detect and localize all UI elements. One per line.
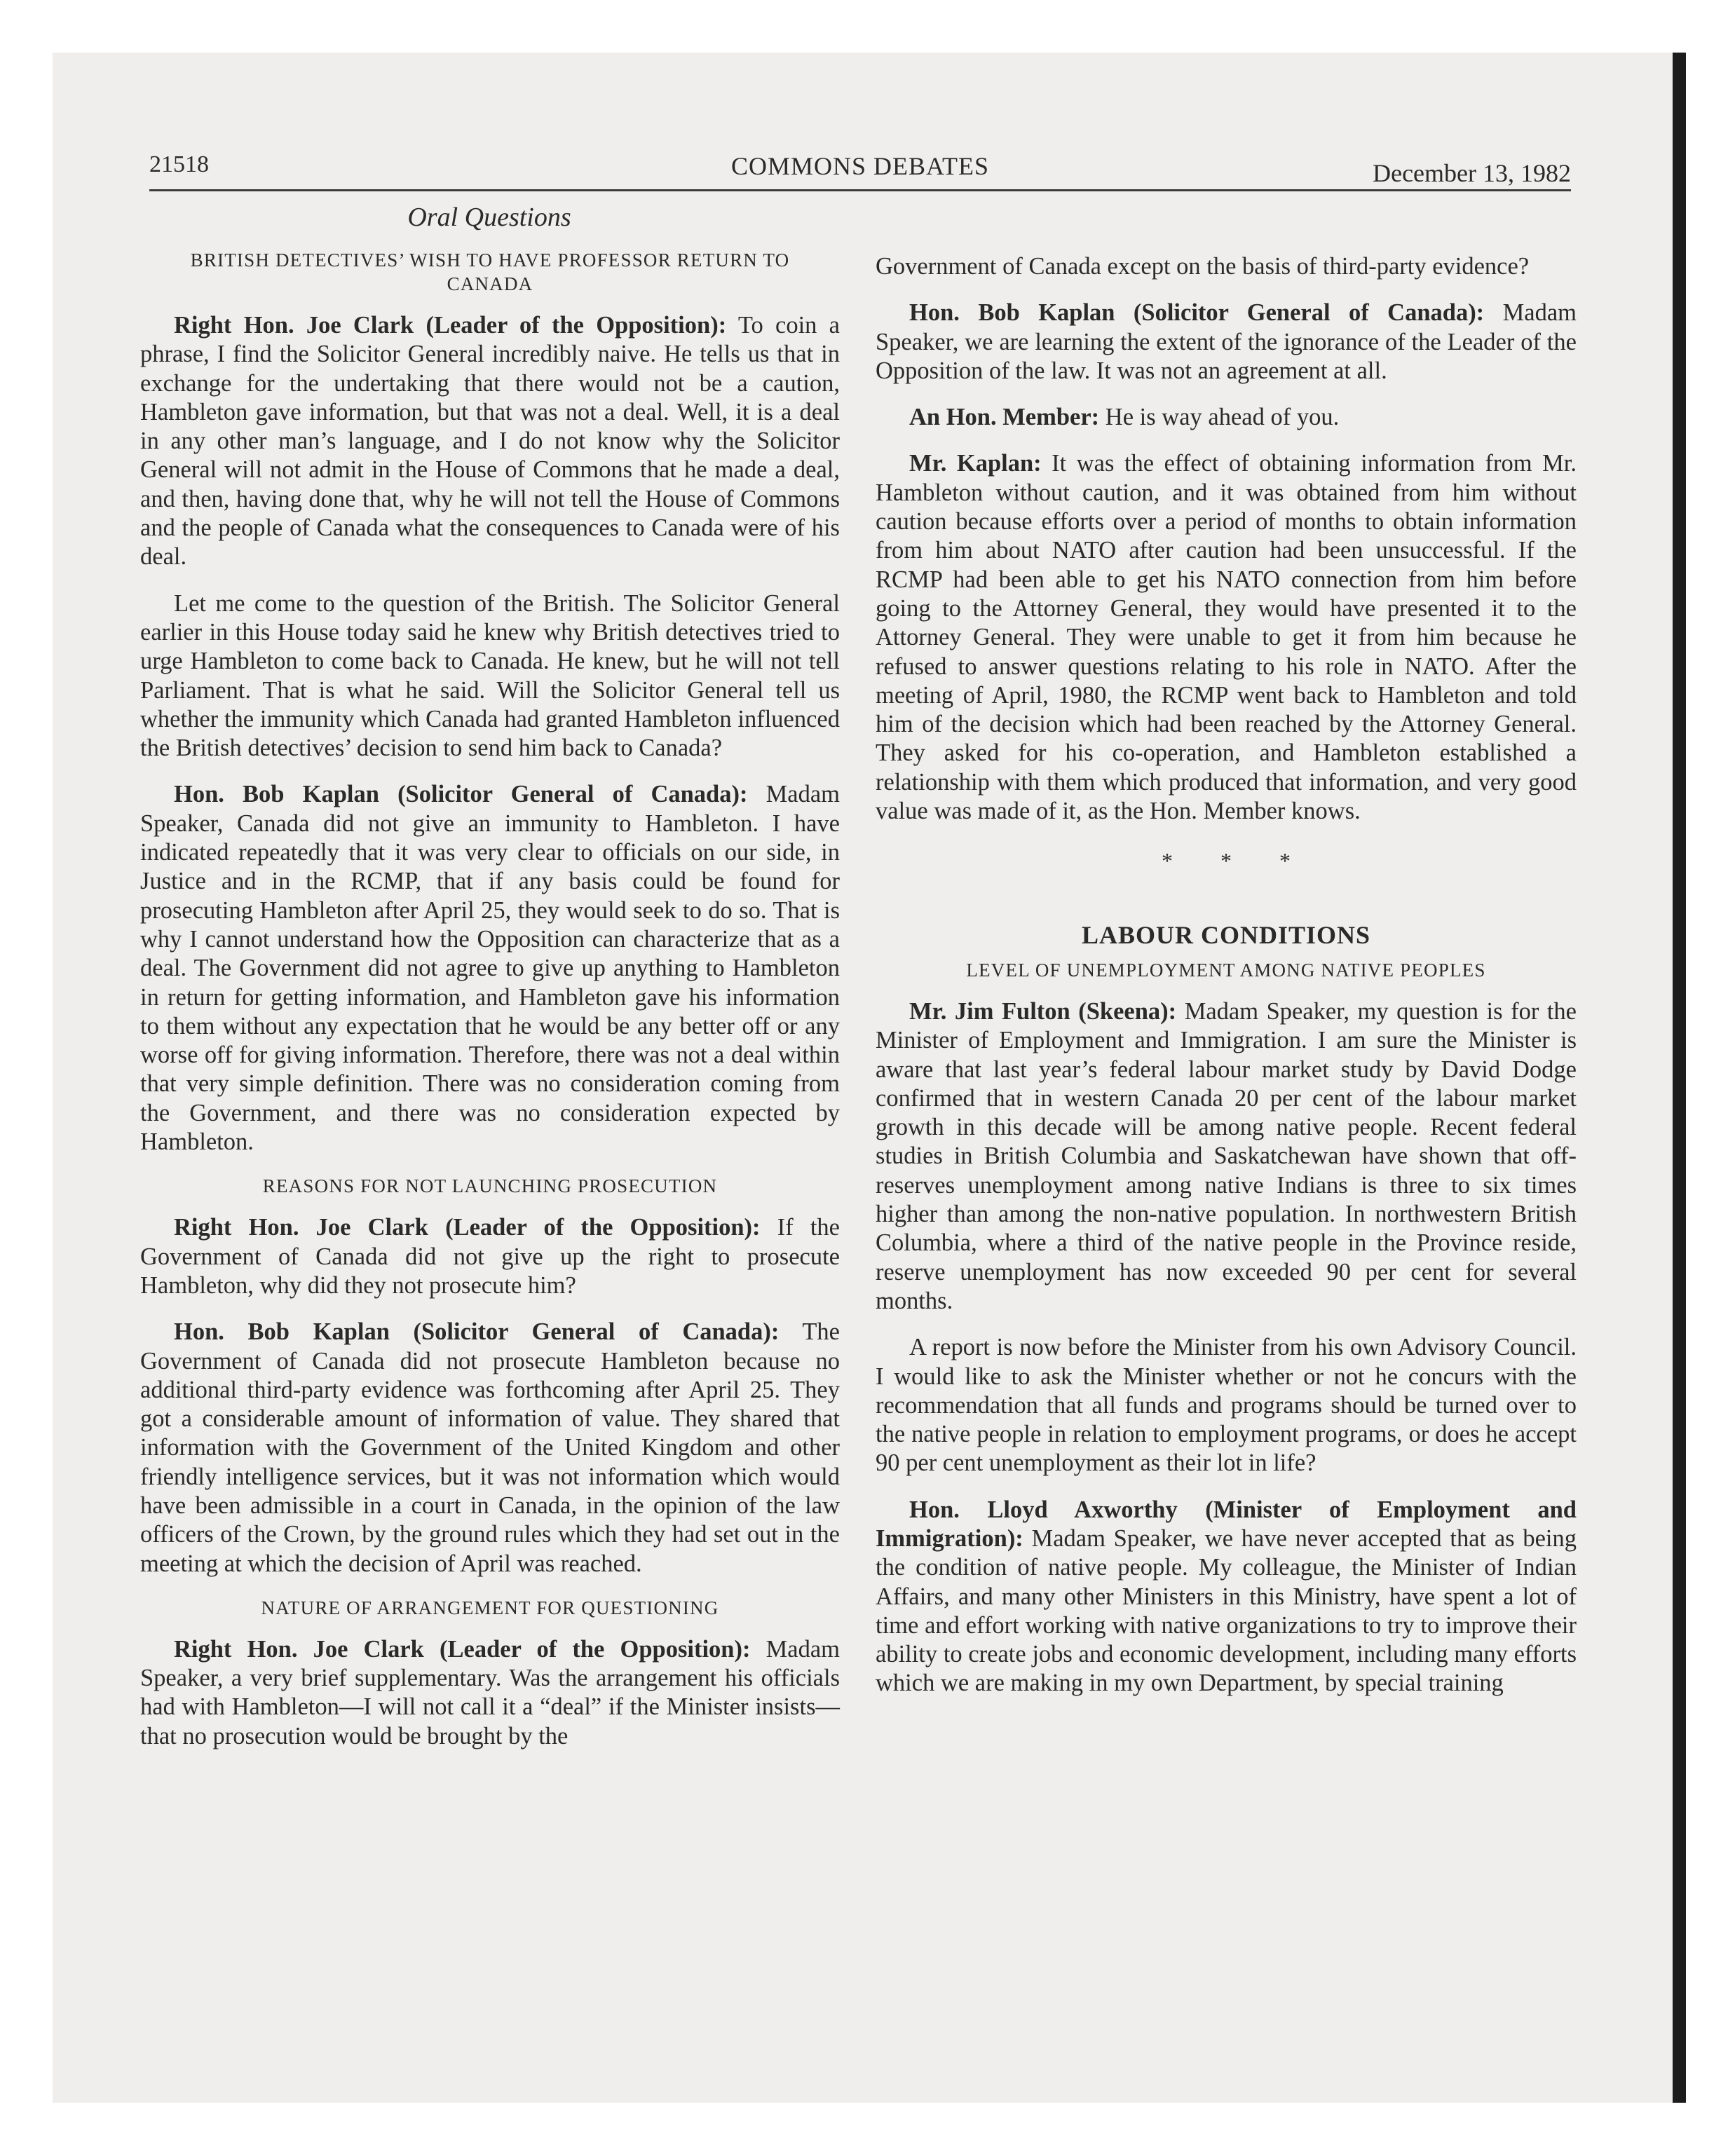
publication-title: COMMONS DEBATES [730,152,990,180]
speech-paragraph [876,1496,1577,1698]
speech-paragraph [876,997,1577,1316]
speech-paragraph [140,1635,840,1751]
speech-paragraph [876,252,1577,281]
section-title: LABOUR CONDITIONS [1081,920,1371,949]
speech-paragraph [876,299,1577,386]
page-date: December 13, 1982 [1373,159,1571,187]
speaker-name: Hon. Bob Kaplan (Solicitor General of Canada): [174,1318,780,1346]
speech-paragraph [140,780,840,1157]
topic-heading: NATURE OF ARRANGEMENT FOR QUESTIONING [261,1597,719,1618]
topic-heading: REASONS FOR NOT LAUNCHING PROSECUTION [262,1175,718,1197]
page-header [149,147,1571,191]
left-column [140,245,840,1768]
speech-text: Madam Speaker, my question is for the Minister of Employment and Immigration. I am sure the Minister is aware that last year’s federal labour market study by David Dodge confirmed that in western Canada 20 per cent of the labour market growth in this decade will be among native people. Recent federal studies in British Columbia and Saskatchewan have shown that off-reserves unemployment among native Indians is three to six times higher than among the non-native population. In northwestern British Columbia, where a third of the native people in the Province reside, reserve unemployment has now exceeded 90 per cent for several months. [876,997,1577,1314]
speech-text: The Government of Canada did not prosecute Hambleton because no additional third-party evidence was forthcoming after April 25. They got a considerable amount of information of value. They shared that information with the Government of the United Kingdom and other friendly intelligence services, but it was not information which would have been admissible in a court in Canada, in the opinion of the law officers of the Crown, by the ground rules which they had set out in the meeting at which the decision of April was reached. [140,1318,840,1577]
speaker-name: Right Hon. Joe Clark (Leader of the Opposition): [174,1635,751,1663]
speech-paragraph [140,589,840,763]
speech-text: Let me come to the question of the British. The Solicitor General earlier in this House today said he knew why British detectives tried to urge Hambleton to come back to Canada. He knew, but he will not tell Parliament. That is what he said. Will the Solicitor General tell us whether the immunity which Canada had granted Hambleton influenced the British detectives’ decision to send him back to Canada? [140,589,840,762]
speech-text: It was the effect of obtaining information from Mr. Hambleton without caution, and it was obtained from him without caution because efforts over a period of months to obtain information from him about NATO after caution had been unsuccessful. If the RCMP had been able to get his NATO connection from him before going to the Attorney General, they would have presented it to the Attorney General. They were unable to get it from him because he refused to answer questions relating to his role in NATO. After the meeting of April, 1980, the RCMP went back to Hambleton and told him of the decision which had been reached by the Attorney General. They asked for his co-operation, and Hambleton established a relationship with them which produced that information, and very good value was made of it, as the Hon. Member knows. [876,450,1577,825]
speech-text: A report is now before the Minister from his own Advisory Council. I would like to ask the Minister whether or not he concurs with the recommendation that all funds and programs should be turned over to the native people in relation to employment programs, or does he accept 90 per cent unemployment as their lot in life? [876,1334,1577,1477]
speech-text: Madam Speaker, we are learning the extent of the ignorance of the Leader of the Opposition of the law. It was not an agreement at all. [876,299,1577,384]
section-subheader: Oral Questions [407,203,571,232]
speech-text: Madam Speaker, we have never accepted that as being the condition of native people. My colleague, the Minister of Indian Affairs, and many other Ministers in this Ministry, have spent a lot of time and effort working with native organizations to try to improve their ability to create jobs and economic development, including many efforts which we are making in my own Department, by special training [876,1524,1577,1697]
page-number: 21518 [149,151,209,177]
speech-paragraph [140,1213,840,1300]
scan-edge-bar [1673,53,1686,2103]
speech-text: Government of Canada except on the basis of third-party evidence? [876,253,1530,280]
speech-text: To coin a phrase, I find the Solicitor General incredibly naive. He tells us that in exchange for the undertaking that there would not be a caution, Hambleton gave information, but that was not a deal. Well, it is a deal in any other man’s language, and I do not know why the Solicitor General will not admit in the House of Commons that he made a deal, and then, having done that, why he will not tell the House of Commons and the people of Canada what the consequences to Canada were of his deal. [140,312,840,571]
speech-text: Madam Speaker, a very brief supplementary. Was the arrangement his officials had with Hambleton—I will not call it a “deal” if the Minister insists—that no prosecution would be brought by the [140,1635,840,1749]
speaker-name: An Hon. Member: [909,404,1100,431]
speech-text: Madam Speaker, Canada did not give an immunity to Hambleton. I have indicated repeatedly that it was very clear to officials on our side, in Justice and in the RCMP, that if any basis could be found for prosecuting Hambleton after April 25, they would seek to do so. That is why I cannot understand how the Opposition can characterize that as a deal. The Government did not agree to give up anything to Hambleton in return for getting information, and Hambleton gave his information to them without any expectation that he would be any better off or any worse off for giving information. Therefore, there was not a deal within that very simple definition. There was no consideration coming from the Government, and there was no consideration expected by Hambleton. [140,781,840,1156]
speech-text: He is way ahead of you. [1099,404,1340,431]
topic-heading: LEVEL OF UNEMPLOYMENT AMONG NATIVE PEOPLES [966,959,1486,981]
speaker-name: Hon. Lloyd Axworthy (Minister of Employment and Immigration): [876,1496,1577,1552]
speaker-name: Right Hon. Joe Clark (Leader of the Opposition): [174,312,727,339]
section-separator: * * * [1162,848,1312,874]
speech-text: If the Government of Canada did not give up the right to prosecute Hambleton, why did they not prosecute him? [140,1214,840,1299]
topic-heading: BRITISH DETECTIVES’ WISH TO HAVE PROFESSOR RETURN TO CANADA [190,250,790,294]
right-column [876,252,1577,1716]
speaker-name: Hon. Bob Kaplan (Solicitor General of Canada): [174,781,748,808]
speech-paragraph [140,1318,840,1578]
speech-paragraph [876,1333,1577,1478]
speaker-name: Hon. Bob Kaplan (Solicitor General of Canada): [909,299,1485,327]
speech-paragraph [140,311,840,572]
speaker-name: Mr. Jim Fulton (Skeena): [909,997,1177,1025]
speaker-name: Right Hon. Joe Clark (Leader of the Opposition): [174,1214,761,1241]
speech-paragraph [876,449,1577,826]
speech-paragraph [876,403,1577,432]
speaker-name: Mr. Kaplan: [909,450,1042,477]
